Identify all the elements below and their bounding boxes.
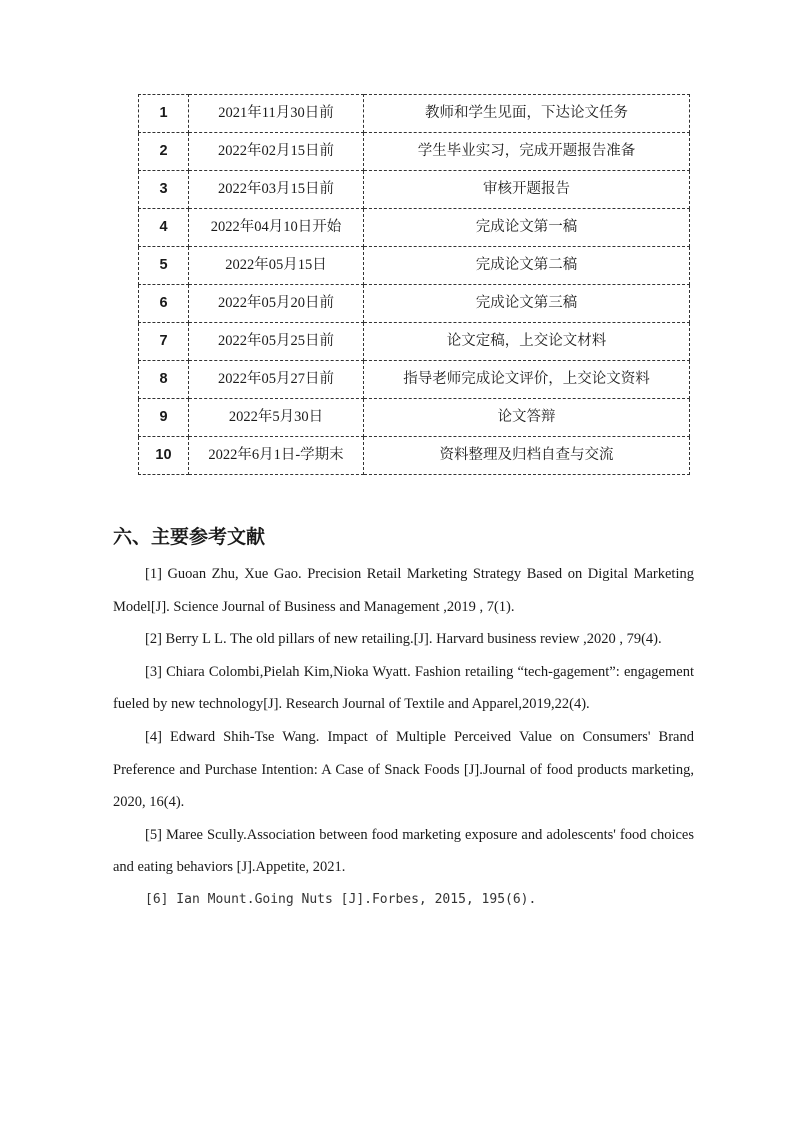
row-date: 2022年02月15日前 — [189, 133, 364, 171]
reference-item: [6] Ian Mount.Going Nuts [J].Forbes, 2015, 195(6). — [145, 891, 537, 907]
row-date: 2022年6月1日-学期末 — [189, 437, 364, 475]
table-row — [139, 171, 690, 209]
row-date: 2022年04月10日开始 — [189, 209, 364, 247]
row-number: 5 — [139, 247, 189, 285]
row-task: 论文定稿，上交论文材料 — [364, 323, 690, 361]
reference-item: [4] Edward Shih-Tse Wang. Impact of Multiple Perceived Value on Consumers' Brand Preference and Purchase Intention: A Case of Snack Foods [J].Journal of food products marketing, 2020, 16(4). — [113, 728, 694, 811]
table-row — [139, 437, 690, 475]
table-row — [139, 323, 690, 361]
reference-item: [3] Chiara Colombi,Pielah Kim,Nioka Wyatt. Fashion retailing “tech-gagement”: engagement fueled by new technology[J]. Research Journal of Textile and Apparel,2019,22(4). — [113, 663, 694, 713]
row-number: 7 — [139, 323, 189, 361]
references-heading: 六、主要参考文献 — [113, 526, 266, 548]
table-row — [139, 247, 690, 285]
row-number: 4 — [139, 209, 189, 247]
references-list — [113, 558, 694, 917]
table-row — [139, 209, 690, 247]
row-task: 完成论文第三稿 — [364, 285, 690, 323]
reference-item: [5] Maree Scully.Association between food marketing exposure and adolescents' food choices and eating behaviors [J].Appetite, 2021. — [113, 826, 694, 876]
row-number: 1 — [139, 95, 189, 133]
reference-item: [2] Berry L L. The old pillars of new retailing.[J]. Harvard business review ,2020 , 79(4). — [145, 631, 662, 648]
row-number: 6 — [139, 285, 189, 323]
table-row — [139, 95, 690, 133]
table-row — [139, 285, 690, 323]
row-date: 2022年5月30日 — [189, 399, 364, 437]
row-number: 2 — [139, 133, 189, 171]
schedule-table — [138, 94, 690, 475]
reference-item: [1] Guoan Zhu, Xue Gao. Precision Retail Marketing Strategy Based on Digital Marketing Model[J]. Science Journal of Business and Management ,2019 , 7(1). — [113, 566, 694, 615]
table-row — [139, 133, 690, 171]
row-task: 指导老师完成论文评价，上交论文资料 — [364, 361, 690, 399]
row-number: 8 — [139, 361, 189, 399]
row-date: 2022年03月15日前 — [189, 171, 364, 209]
row-number: 3 — [139, 171, 189, 209]
row-task: 论文答辩 — [364, 399, 690, 437]
row-task: 完成论文第二稿 — [364, 247, 690, 285]
row-date: 2022年05月20日前 — [189, 285, 364, 323]
row-task: 教师和学生见面，下达论文任务 — [364, 95, 690, 133]
row-date: 2021年11月30日前 — [189, 95, 364, 133]
row-number: 9 — [139, 399, 189, 437]
table-row — [139, 399, 690, 437]
row-task: 完成论文第一稿 — [364, 209, 690, 247]
table-row — [139, 361, 690, 399]
row-number: 10 — [139, 437, 189, 475]
row-task: 审核开题报告 — [364, 171, 690, 209]
row-date: 2022年05月15日 — [189, 247, 364, 285]
row-task: 资料整理及归档自查与交流 — [364, 437, 690, 475]
row-date: 2022年05月25日前 — [189, 323, 364, 361]
row-date: 2022年05月27日前 — [189, 361, 364, 399]
row-task: 学生毕业实习，完成开题报告准备 — [364, 133, 690, 171]
